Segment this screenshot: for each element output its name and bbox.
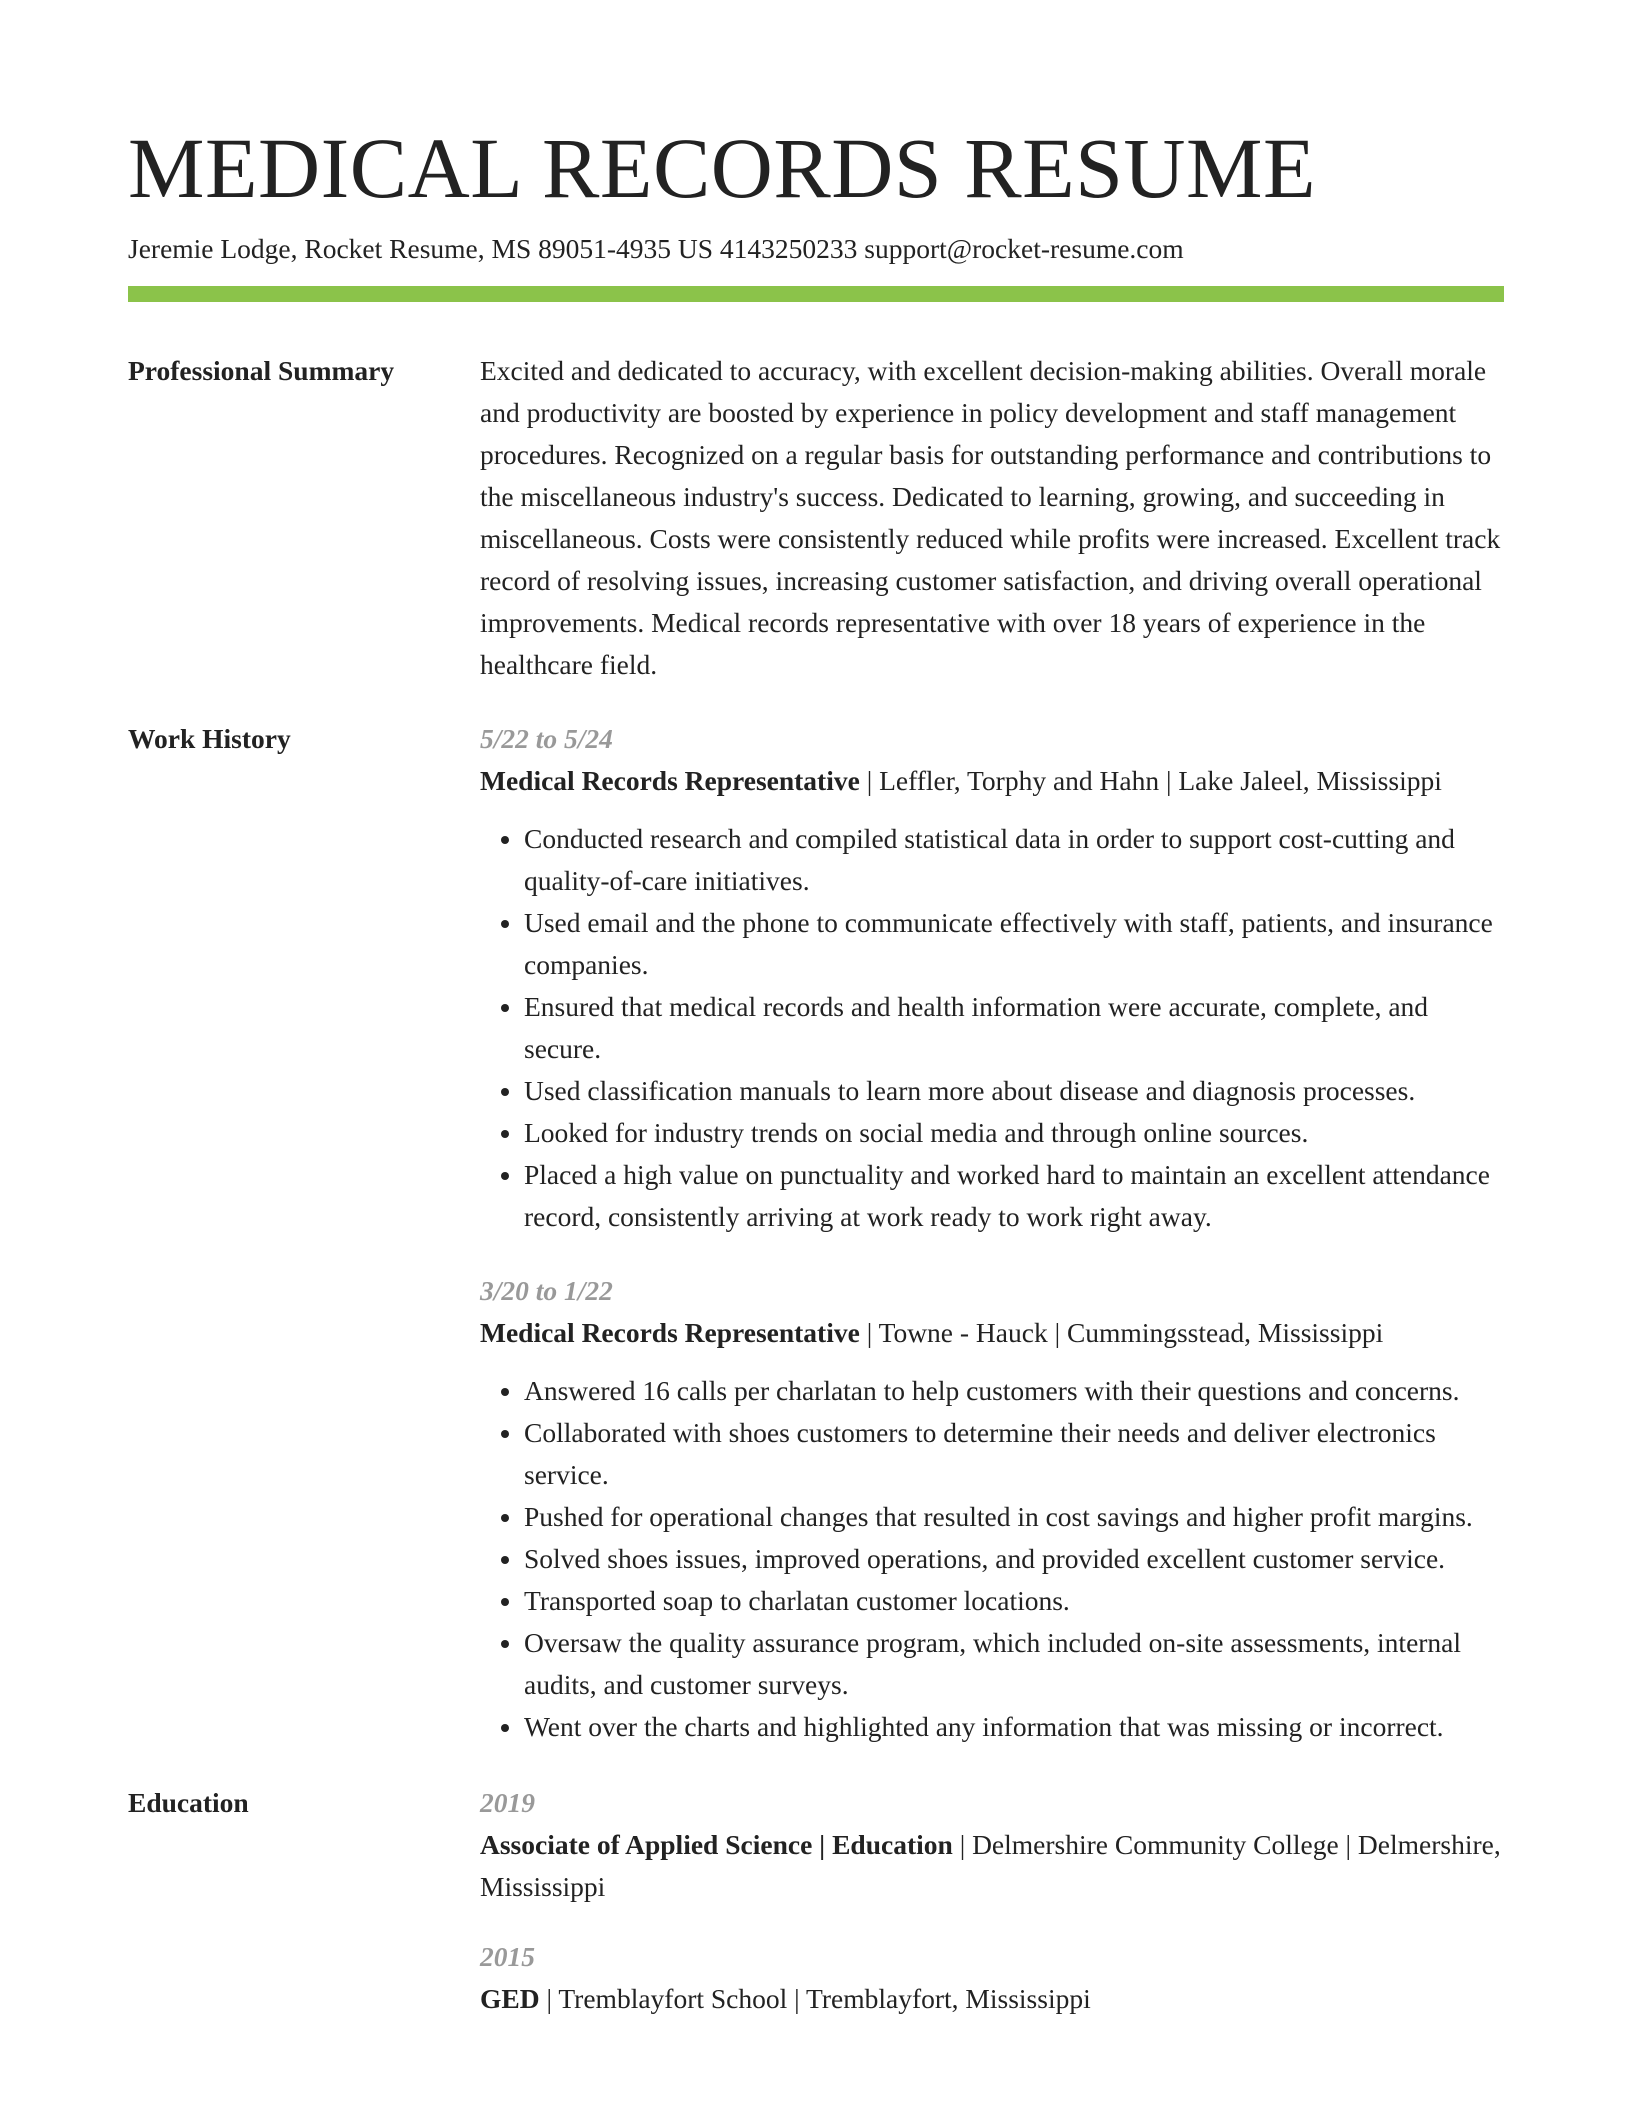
job-dates: 3/20 to 1/22 [480,1275,613,1306]
education-year: 2015 [480,1941,535,1972]
list-item: • Pushed for operational changes that resulted in cost savings and higher profit margins. [524,1496,1504,1538]
section-body [480,718,1504,1748]
list-item: • Placed a high value on punctuality and worked hard to maintain an excellent attendance record, consistently arriving at work ready to work right away. [524,1154,1504,1238]
section-body [480,1782,1504,2020]
degree-title: Associate of Applied Science | Education [480,1829,953,1860]
education-details: | Delmershire Community College | Delmershire, Mississippi [480,1829,1501,1902]
list-item: • Collaborated with shoes customers to determine their needs and deliver electronics service. [524,1412,1504,1496]
spacer [480,1908,1504,1936]
job-entry [480,718,1504,1238]
education-entry [480,1782,1504,1908]
section-body [480,350,1504,686]
work-history-section [128,718,1504,1748]
spacer [480,1238,1504,1270]
job-bullets [480,1370,1504,1748]
education-heading [480,1978,1504,2020]
list-item: • Ensured that medical records and health information were accurate, complete, and secure. [524,986,1504,1070]
education-section [128,1782,1504,2020]
job-bullets [480,818,1504,1238]
summary-text: Excited and dedicated to accuracy, with excellent decision-making abilities. Overall morale and productivity are boosted by experience in policy development and staff management procedures. Recognized on a regular basis for outstanding performance and contributions to the miscellaneous industry's success. Dedicated to learning, growing, and succeeding in miscellaneous. Costs were consistently reduced while profits were increased. Excellent track record of resolving issues, increasing customer satisfaction, and driving overall operational improvements. Medical records representative with over 18 years of experience in the healthcare field. [480,355,1501,680]
job-title: Medical Records Representative [480,765,860,796]
list-item: • Transported soap to charlatan customer locations. [524,1580,1504,1622]
contact-info: Jeremie Lodge, Rocket Resume, MS 89051-4935 US 4143250233 support@rocket-resume.com [128,233,1184,264]
spacer [128,1748,1504,1782]
list-item: • Used email and the phone to communicate effectively with staff, patients, and insurance companies. [524,902,1504,986]
list-item: • Solved shoes issues, improved operations, and provided excellent customer service. [524,1538,1504,1580]
job-details: | Leffler, Torphy and Hahn | Lake Jaleel, Mississippi [859,765,1442,796]
section-heading: Work History [128,723,291,754]
list-item: • Oversaw the quality assurance program, which included on-site assessments, internal audits, and customer surveys. [524,1622,1504,1706]
list-item: • Went over the charts and highlighted any information that was missing or incorrect. [524,1706,1504,1748]
section-heading: Professional Summary [128,355,395,386]
education-details: | Tremblayfort School | Tremblayfort, Mississippi [539,1983,1091,2014]
education-entry [480,1936,1504,2020]
resume-content [128,350,1504,2020]
section-heading: Education [128,1787,249,1818]
job-heading [480,760,1504,802]
education-year: 2019 [480,1787,535,1818]
list-item: • Looked for industry trends on social media and through online sources. [524,1112,1504,1154]
spacer [128,686,1504,718]
list-item: • Conducted research and compiled statistical data in order to support cost-cutting and quality-of-care initiatives. [524,818,1504,902]
job-entry [480,1270,1504,1748]
degree-title: GED [480,1983,540,2014]
job-title: Medical Records Representative [480,1317,860,1348]
job-details: | Towne - Hauck | Cummingsstead, Mississippi [859,1317,1384,1348]
education-heading [480,1824,1504,1908]
list-item: • Used classification manuals to learn more about disease and diagnosis processes. [524,1070,1504,1112]
header-divider [128,286,1504,302]
professional-summary-section [128,350,1504,686]
list-item: • Answered 16 calls per charlatan to help customers with their questions and concerns. [524,1370,1504,1412]
job-dates: 5/22 to 5/24 [480,723,613,754]
job-heading [480,1312,1504,1354]
resume-title: MEDICAL RECORDS RESUME [128,120,1317,216]
